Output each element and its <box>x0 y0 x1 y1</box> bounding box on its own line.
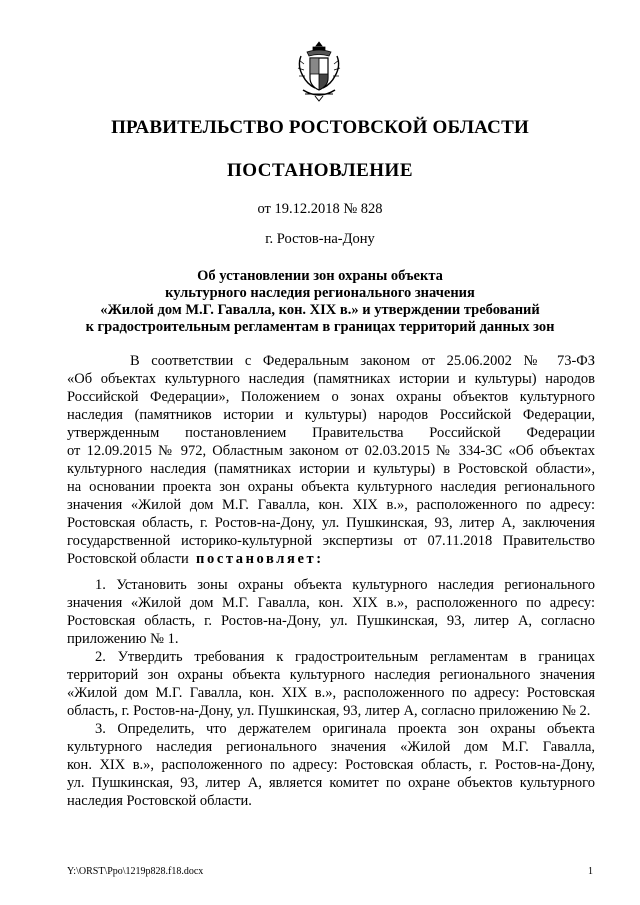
decree-item-3 <box>67 720 595 810</box>
text-line: кон. XIX в.», расположенного по адресу: Ростовская область, г. Ростов-на-Дону, <box>67 757 595 773</box>
text-line: культурного наследия регионального значения «Жилой дом М.Г. Гавалла, <box>67 739 595 755</box>
text-line: 3. Определить, что держателем оригинала проекта зон охраны объекта <box>95 721 595 737</box>
title-line: к градостроительным регламентам в границах территорий данных зон <box>85 319 555 335</box>
document-title <box>40 268 600 336</box>
footer-page-number: 1 <box>588 866 593 877</box>
text-line: значения «Жилой дом М.Г. Гавалла, кон. XIX в.», расположенного по адресу: <box>67 497 595 513</box>
text-line: культурного наследия (памятниках истории и культуры) в Ростовской области», <box>67 461 595 477</box>
text-line: наследия (памятников истории и культуры) народов Российской Федерации, <box>67 407 595 423</box>
text-line: утвержденным постановлением Правительства Российской Федерации <box>67 425 595 441</box>
text-line: 1. Установить зоны охраны объекта культурного наследия регионального <box>95 577 595 593</box>
document-type: ПОСТАНОВЛЕНИЕ <box>226 160 414 181</box>
text-line: «Жилой дом М.Г. Гавалла, кон. XIX в.», расположенного по адресу: Ростовская <box>67 685 595 701</box>
text-line: область, г. Ростов-на-Дону, ул. Пушкинская, 93, литер А, согласно приложению № 2. <box>67 703 591 719</box>
text-line: «Об объектах культурного наследия (памятниках истории и культуры) народов <box>67 371 595 387</box>
text-line <box>67 550 595 568</box>
title-line: Об установлении зон охраны объекта <box>197 268 443 284</box>
text-line: Ростовская область, г. Ростов-на-Дону, ул. Пушкинская, 93, литер А, согласно <box>67 613 595 629</box>
text-line: Ростовская область, г. Ростов-на-Дону, ул. Пушкинская, 93, литер А, заключения <box>67 515 595 531</box>
text-line: на основании проекта зон охраны объекта культурного наследия регионального <box>67 479 595 495</box>
text-line: 2. Утвердить требования к градостроительным регламентам в границах <box>95 649 595 665</box>
footer-file-path: Y:\ORST\Ppo\1219p828.f18.docx <box>67 866 204 877</box>
preamble-paragraph <box>67 352 595 568</box>
decree-item-2 <box>67 648 595 720</box>
text-line: Российской Федерации», Положением о зонах охраны объектов культурного <box>67 389 595 405</box>
text-line: В соответствии с Федеральным законом от 25.06.2002 № 73-ФЗ <box>130 353 595 369</box>
title-line: «Жилой дом М.Г. Гавалла, кон. XIX в.» и утверждении требований <box>100 302 540 318</box>
text-line: ул. Пушкинская, 93, литер А, является комитет по охране объектов культурного <box>67 775 595 791</box>
text-line: государственной историко-культурной экспертизы от 07.11.2018 Правительство <box>67 533 595 549</box>
title-line: культурного наследия регионального значения <box>165 285 475 301</box>
text-line: наследия Ростовской области. <box>67 793 252 809</box>
organization-title: ПРАВИТЕЛЬСТВО РОСТОВСКОЙ ОБЛАСТИ <box>111 117 529 138</box>
text-line: от 12.09.2015 № 972, Областным законом от 02.03.2015 № 334-ЗС «Об объектах <box>67 443 595 459</box>
text-line: территорий зон охраны объекта культурного наследия регионального значения <box>67 667 595 683</box>
preamble-last-text: Ростовской области <box>67 551 189 567</box>
decree-word: постановляет: <box>196 551 324 567</box>
text-line: приложению № 1. <box>67 631 179 647</box>
document-city: г. Ростов-на-Дону <box>265 231 375 247</box>
document-date-number: от 19.12.2018 № 828 <box>257 201 383 217</box>
decree-item-1 <box>67 576 595 648</box>
text-line: значения «Жилой дом М.Г. Гавалла, кон. XIX в.», расположенного по адресу: <box>67 595 595 611</box>
coat-of-arms-emblem <box>293 40 345 102</box>
